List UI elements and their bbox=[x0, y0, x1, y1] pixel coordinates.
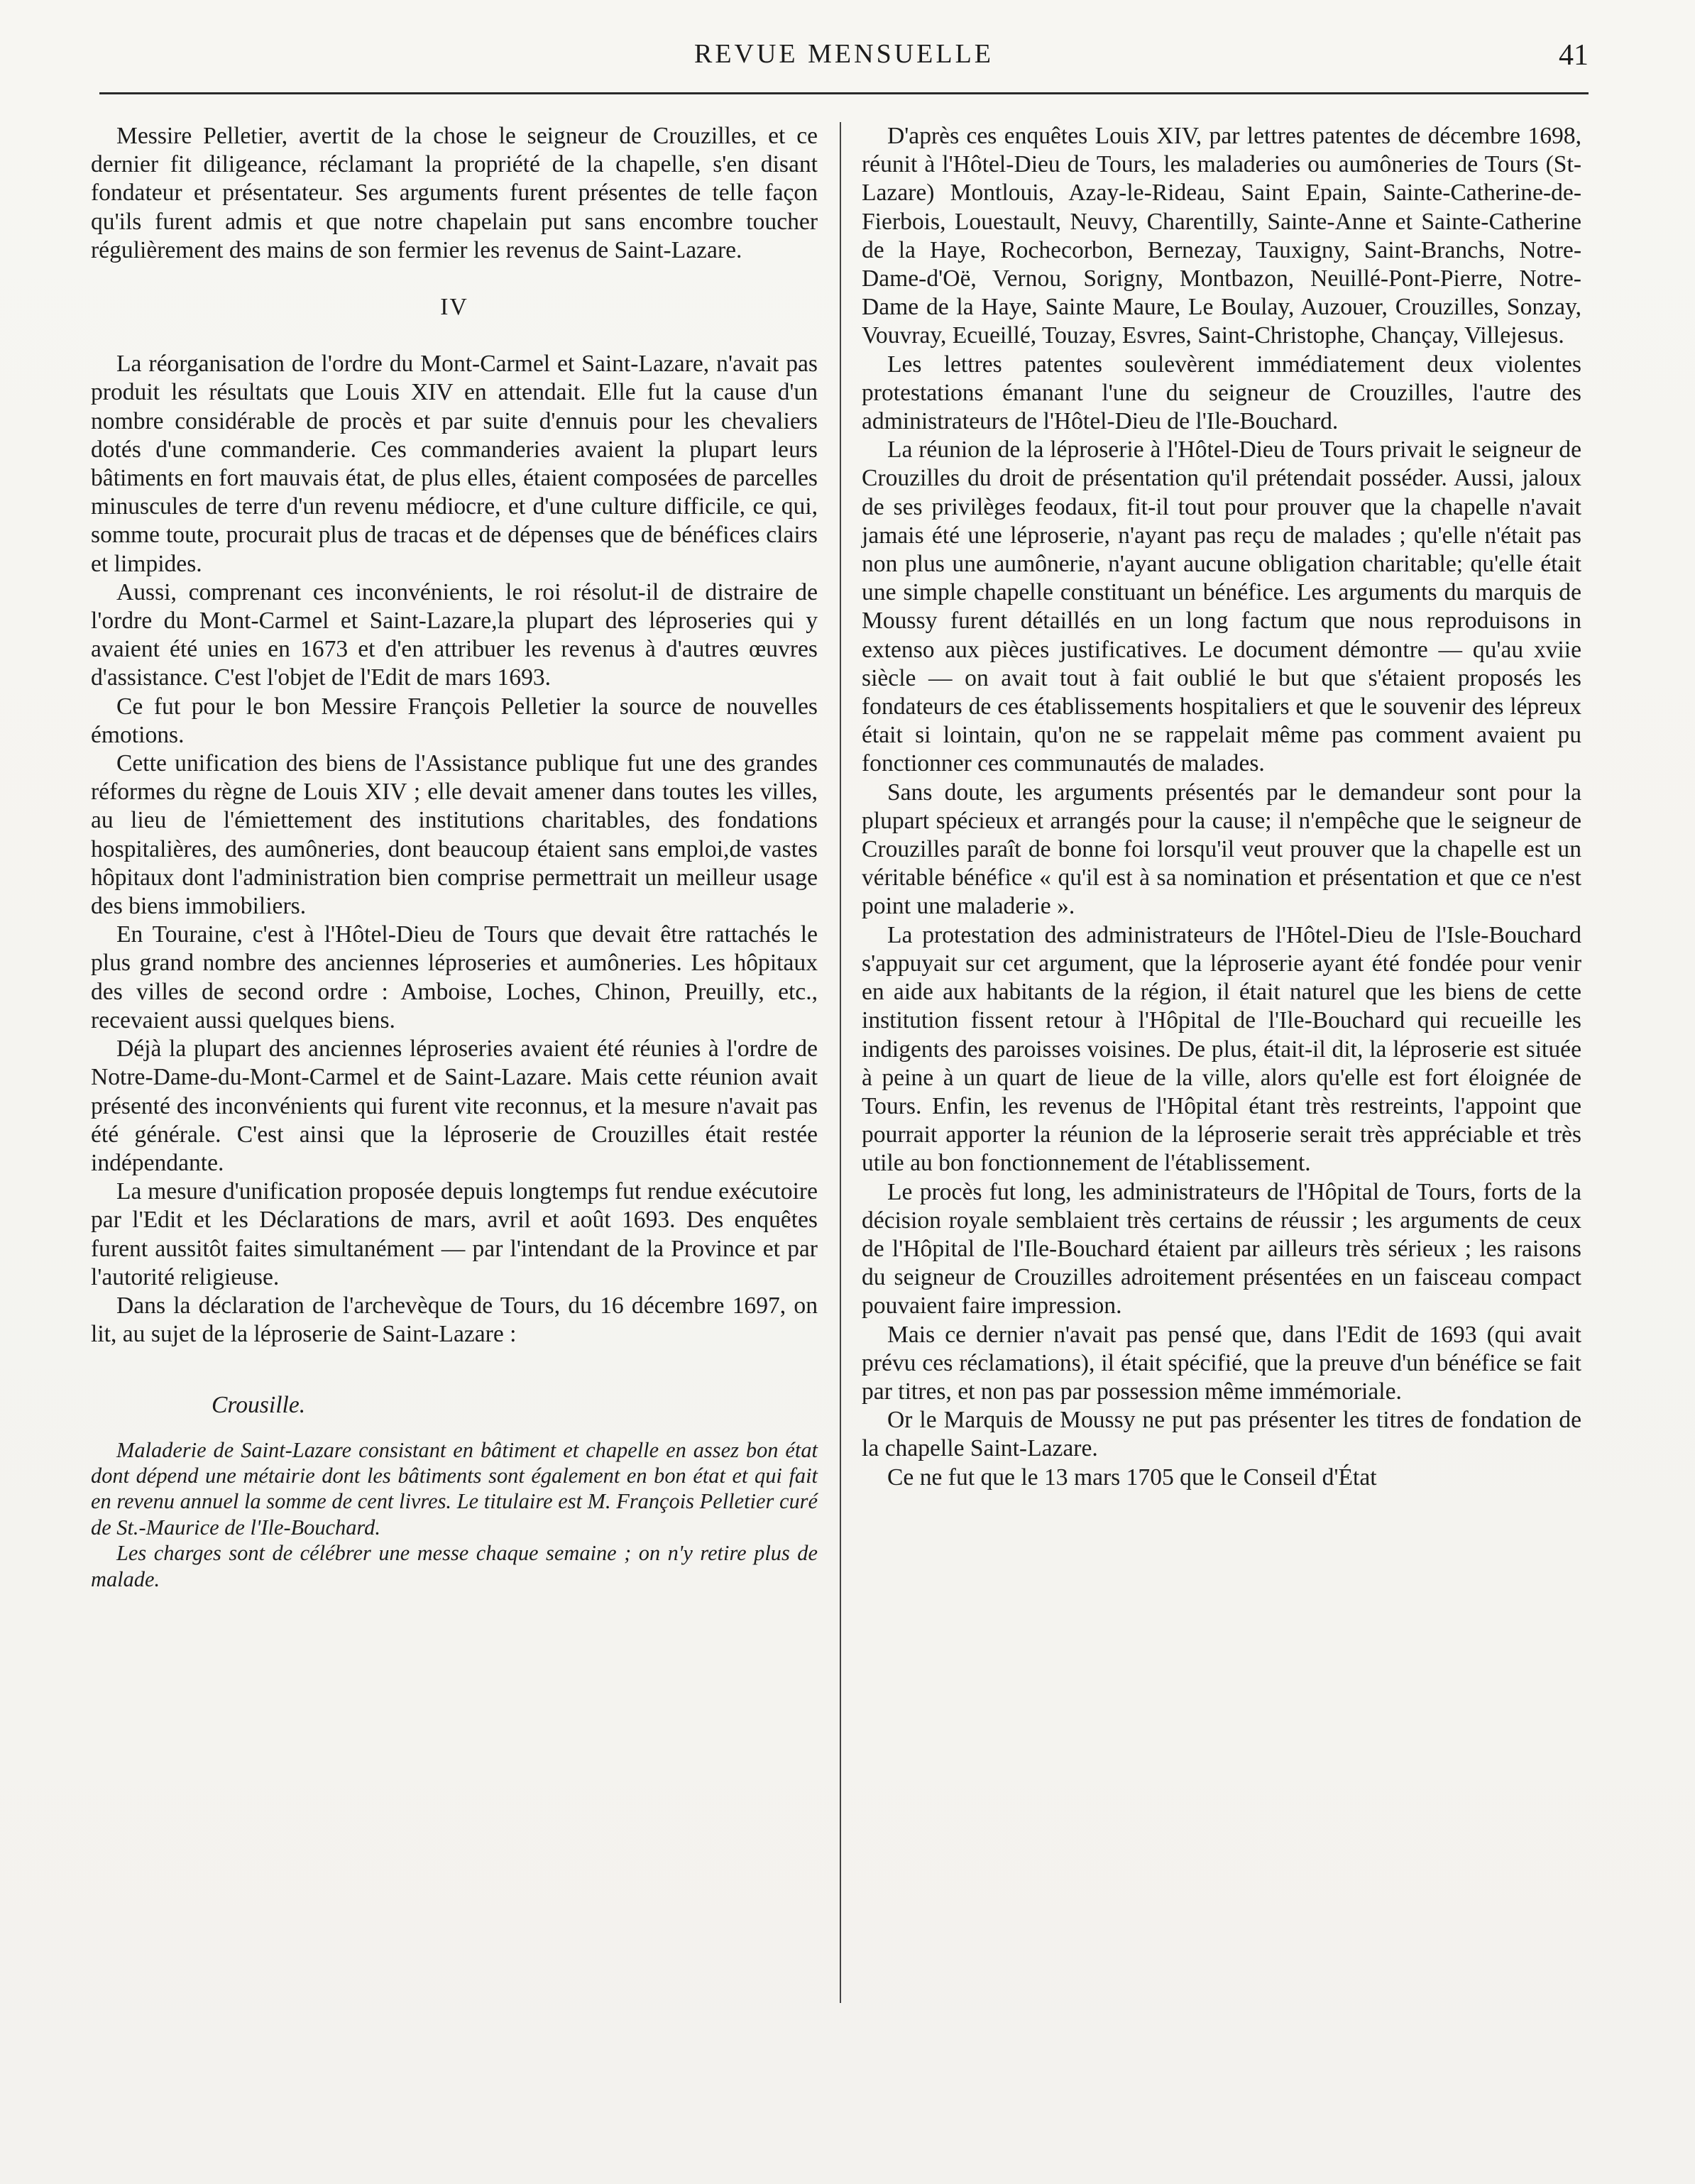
paragraph: Aussi, comprenant ces inconvénients, le roi résolut-il de distraire de l'ordre du Mont-Carmel et Saint-Lazare,la plupart des léproseries qui y avaient été unies en 1673 et d'en attribuer les revenus à d'autres œuvres d'assistance. C'est l'objet de l'Edit de mars 1693. bbox=[91, 578, 818, 691]
paragraph: Cette unification des biens de l'Assistance publique fut une des grandes réformes du règne de Louis XIV ; elle devait amener dans toutes les villes, au lieu de l'émiettement des institutions charitables, des fondations hospitalières, des aumôneries, dont beaucoup étaient sans emploi,de vastes hôpitaux dont l'administration bien comprise permettrait un meilleur usage des biens immobiliers. bbox=[91, 750, 818, 920]
quote-paragraph: Maladerie de Saint-Lazare consistant en bâtiment et chapelle en assez bon état dont dépend une métairie dont les bâtiments sont également en bon état et qui fait en revenu annuel la somme de cent livres. Le titulaire est M. François Pelletier curé de St.-Maurice de l'Ile-Bouchard. bbox=[91, 1437, 818, 1540]
right-column bbox=[862, 122, 1581, 1492]
paragraph: Ce ne fut que le 13 mars 1705 que le Conseil d'État bbox=[887, 1464, 1377, 1491]
header-rule bbox=[99, 92, 1589, 94]
paragraph: Dans la déclaration de l'archevèque de Tours, du 16 décembre 1697, on lit, au sujet de la léproserie de Saint-Lazare : bbox=[91, 1292, 818, 1348]
left-column bbox=[91, 122, 818, 1592]
paragraph: D'après ces enquêtes Louis XIV, par lettres patentes de décembre 1698, réunit à l'Hôtel-Dieu de Tours, les maladeries ou aumôneries de Tours (St-Lazare) Montlouis, Azay-le-Rideau, Saint Epain, Sainte-Catherine-de-Fierbois, Louestault, Neuvy, Charentilly, Sainte-Anne et Sainte-Catherine de la Haye, Rochecorbon, Bernezay, Tauxigny, Saint-Branchs, Notre-Dame-d'Oë, Vernou, Sorigny, Montbazon, Neuillé-Pont-Pierre, Notre-Dame de la Haye, Sainte Maure, Le Boulay, Auzouer, Crouzilles, Sonzay, Vouvray, Ecueillé, Touzay, Esvres, Saint-Christophe, Chançay, Villejesus. bbox=[862, 123, 1581, 349]
paragraph: Messire Pelletier, avertit de la chose le seigneur de Crouzilles, et ce dernier fit diligeance, réclamant la propriété de la chapelle, s'en disant fondateur et présentateur. Ses arguments furent présentes de telle façon qu'ils furent admis et que notre chapelain put sans encombre toucher régulièrement des mains de son fermier les revenus de Saint-Lazare. bbox=[91, 123, 818, 263]
paragraph: En Touraine, c'est à l'Hôtel-Dieu de Tours que devait être rattachés le plus grand nombre des anciennes léproseries et aumôneries. Les hôpitaux des villes de second ordre : Amboise, Loches, Chinon, Preuilly, etc., recevaient aussi quelques biens. bbox=[91, 921, 818, 1033]
page-number: 41 bbox=[1559, 39, 1589, 72]
paragraph: La réorganisation de l'ordre du Mont-Carmel et Saint-Lazare, n'avait pas produit les résultats que Louis XIV en attendait. Elle fut la cause d'un nombre considérable de procès et par suite d'ennuis pour les chevaliers dotés d'une commanderie. Ces commanderies avaient la plupart leurs bâtiments en fort mauvais état, de plus elles, étaient composées de parcelles minuscules de terre d'un revenu médiocre, et d'une culture difficile, ce qui, somme toute, procurait plus de tracas et de dépenses que de bénéfices clairs et limpides. bbox=[91, 351, 818, 577]
paragraph: Mais ce dernier n'avait pas pensé que, dans l'Edit de 1693 (qui avait prévu ces réclamations), il était spécifié, que la preuve d'un bénéfice se fait par titres, et non pas par possession même immémoriale. bbox=[862, 1321, 1581, 1405]
running-header bbox=[99, 38, 1589, 88]
paragraph: Or le Marquis de Moussy ne put pas présenter les titres de fondation de la chapelle Saint-Lazare. bbox=[862, 1407, 1581, 1462]
paragraph: Les lettres patentes soulevèrent immédiatement deux violentes protestations émanant l'une du seigneur de Crouzilles, l'autre des administrateurs de l'Hôtel-Dieu de l'Ile-Bouchard. bbox=[862, 351, 1581, 435]
paragraph: Sans doute, les arguments présentés par le demandeur sont pour la plupart spécieux et arrangés pour la cause; il n'empêche que le seigneur de Crouzilles paraît de bonne foi lorsqu'il veut prouver que la chapelle est un véritable bénéfice « qu'il est à sa nomination et présentation et que ce n'est point une maladerie ». bbox=[862, 779, 1581, 920]
journal-title: REVUE MENSUELLE bbox=[693, 39, 994, 69]
paragraph: Déjà la plupart des anciennes léproseries avaient été réunies à l'ordre de Notre-Dame-du-Mont-Carmel et de Saint-Lazare. Mais cette réunion avait présenté des inconvénients qui furent vite reconnus, et la mesure n'avait pas été générale. C'est ainsi que la léproserie de Crouzilles était restée indépendante. bbox=[91, 1036, 818, 1176]
quote-paragraph: Les charges sont de célébrer une messe chaque semaine ; on n'y retire plus de malade. bbox=[91, 1541, 818, 1591]
paragraph: Le procès fut long, les administrateurs de l'Hôpital de Tours, forts de la décision royale semblaient très certains de réussir ; les arguments de ceux de l'Hôpital de l'Ile-Bouchard étaient par ailleurs très sérieux ; les raisons du seigneur de Crouzilles adroitement présentées en un faisceau compact pouvaient faire impression. bbox=[862, 1178, 1581, 1319]
paragraph: La protestation des administrateurs de l'Hôtel-Dieu de l'Isle-Bouchard s'appuyait sur cet argument, que la léproserie ayant été fondée pour venir en aide aux habitants de la région, il était naturel que les biens de cette institution fissent retour à l'Hôpital de l'Ile-Bouchard qui recueille les indigents des paroisses voisines. De plus, était-il dit, la léproserie est située à peine à un quart de lieue de la ville, alors qu'elle est fort éloignée de Tours. Enfin, les revenus de l'Hôpital étant très restreints, l'appoint que pourrait apporter la réunion de la léproserie serait très appréciable et très utile au bon fonctionnement de l'établissement. bbox=[862, 921, 1581, 1177]
section-number: IV bbox=[440, 294, 468, 321]
column-divider bbox=[840, 122, 841, 2003]
quote-heading: Crousille. bbox=[212, 1392, 306, 1419]
paragraph: Ce fut pour le bon Messire François Pelletier la source de nouvelles émotions. bbox=[91, 693, 818, 748]
paragraph: La mesure d'unification proposée depuis longtemps fut rendue exécutoire par l'Edit et les Déclarations de mars, avril et août 1693. Des enquêtes furent aussitôt faites simultanément — par l'intendant de la Province et par l'autorité religieuse. bbox=[91, 1178, 818, 1290]
paragraph: La réunion de la léproserie à l'Hôtel-Dieu de Tours privait le seigneur de Crouzilles du droit de présentation qu'il prétendait posséder. Aussi, jaloux de ses privilèges feodaux, fit-il tout pour prouver que la chapelle n'avait jamais été une léproserie, n'ayant pas reçu de malades ; qu'elle n'était pas non plus une aumônerie, n'ayant aucune obligation charitable; qu'elle était une simple chapelle constituant un bénéfice. Les arguments du marquis de Moussy furent détaillés en un long factum que nous reproduisons in extenso aux pièces justificatives. Le document démontre — qu'au xviie siècle — on avait tout à fait oublié le but que s'étaient proposés les fondateurs de ces établissements hospitaliers et que le souvenir des lépreux était si lointain, qu'on ne se rappelait même pas comment avaient pu fonctionner ces communautés de malades. bbox=[862, 437, 1581, 777]
